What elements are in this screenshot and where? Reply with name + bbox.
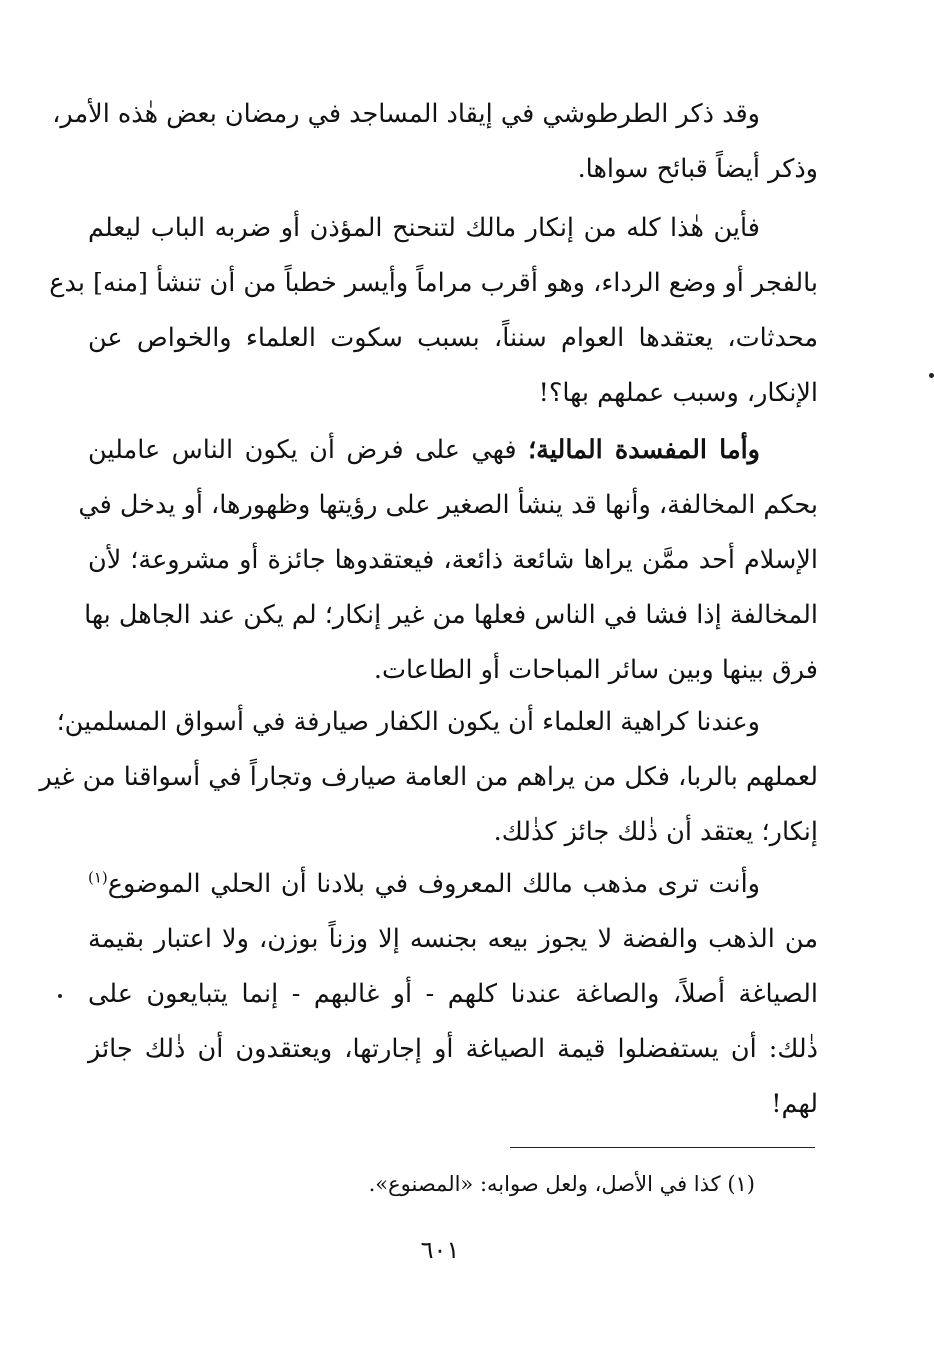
text-line: الإنكار، وسبب عملهم بها؟! — [538, 378, 818, 408]
text-line: بحكم المخالفة، وأنها قد ينشأ الصغير على رؤيتها وظهورها، أو يدخل في — [78, 490, 818, 520]
scan-speck-mark — [929, 373, 934, 378]
text-run: وأنت ترى مذهب مالك المعروف في بلادنا أن الحلي الموضوع — [107, 869, 760, 899]
text-line: المخالفة إذا فشا في الناس فعلها من غير إنكار؛ لم يكن عند الجاهل بها — [84, 600, 818, 630]
text-line: فرق بينها وبين سائر المباحات أو الطاعات. — [373, 655, 818, 685]
footnote-text: (١) كذا في الأصل، ولعل صوابه: «المصنوع». — [368, 1172, 755, 1196]
text-line: وقد ذكر الطرطوشي في إيقاد المساجد في رمضان بعض هٰذه الأمر، — [52, 99, 760, 129]
text-line: من الذهب والفضة لا يجوز بيعه بجنسه إلا وزناً بوزن، ولا اعتبار بقيمة — [88, 924, 818, 954]
text-line: وعندنا كراهية العلماء أن يكون الكفار صيارفة في أسواق المسلمين؛ — [56, 707, 760, 737]
text-line: الإسلام أحد ممَّن يراها شائعة ذائعة، فيعتقدوها جائزة أو مشروعة؛ لأن — [88, 545, 818, 575]
text-line-with-heading — [88, 428, 818, 472]
scan-speck-mark — [58, 994, 62, 998]
text-line: ذٰلك: أن يستفضلوا قيمة الصياغة أو إجارتها، ويعتقدون أن ذٰلك جائز — [88, 1034, 818, 1064]
text-line: بالفجر أو وضع الرداء، وهو أقرب مراماً وأيسر خطباً من أن تنشأ [منه] بدع — [49, 268, 818, 298]
footnote-divider — [510, 1147, 815, 1148]
text-line-with-footnote-ref — [88, 862, 818, 906]
text-line: إنكار؛ يعتقد أن ذٰلك جائز كذٰلك. — [493, 817, 818, 847]
text-line: لهم! — [771, 1089, 818, 1119]
bold-lead-in: وأما المفسدة المالية؛ — [528, 435, 760, 465]
text-line: لعملهم بالربا، فكل من يراهم من العامة صيارف وتجاراً في أسواقنا من غير — [39, 762, 818, 792]
footnote-reference[interactable]: (١) — [88, 868, 108, 887]
page-number: ٦٠١ — [420, 1236, 460, 1264]
text-line: محدثات، يعتقدها العوام سنناً، بسبب سكوت العلماء والخواص عن — [88, 323, 818, 353]
text-run: فهي على فرض أن يكون الناس عاملين — [88, 435, 517, 465]
text-line: وذكر أيضاً قبائح سواها. — [577, 154, 818, 184]
text-line: فأين هٰذا كله من إنكار مالك لتنحنح المؤذن أو ضربه الباب ليعلم — [88, 213, 760, 243]
text-line: الصياغة أصلاً، والصاغة عندنا كلهم - أو غالبهم - إنما يتبايعون على — [88, 979, 818, 1009]
